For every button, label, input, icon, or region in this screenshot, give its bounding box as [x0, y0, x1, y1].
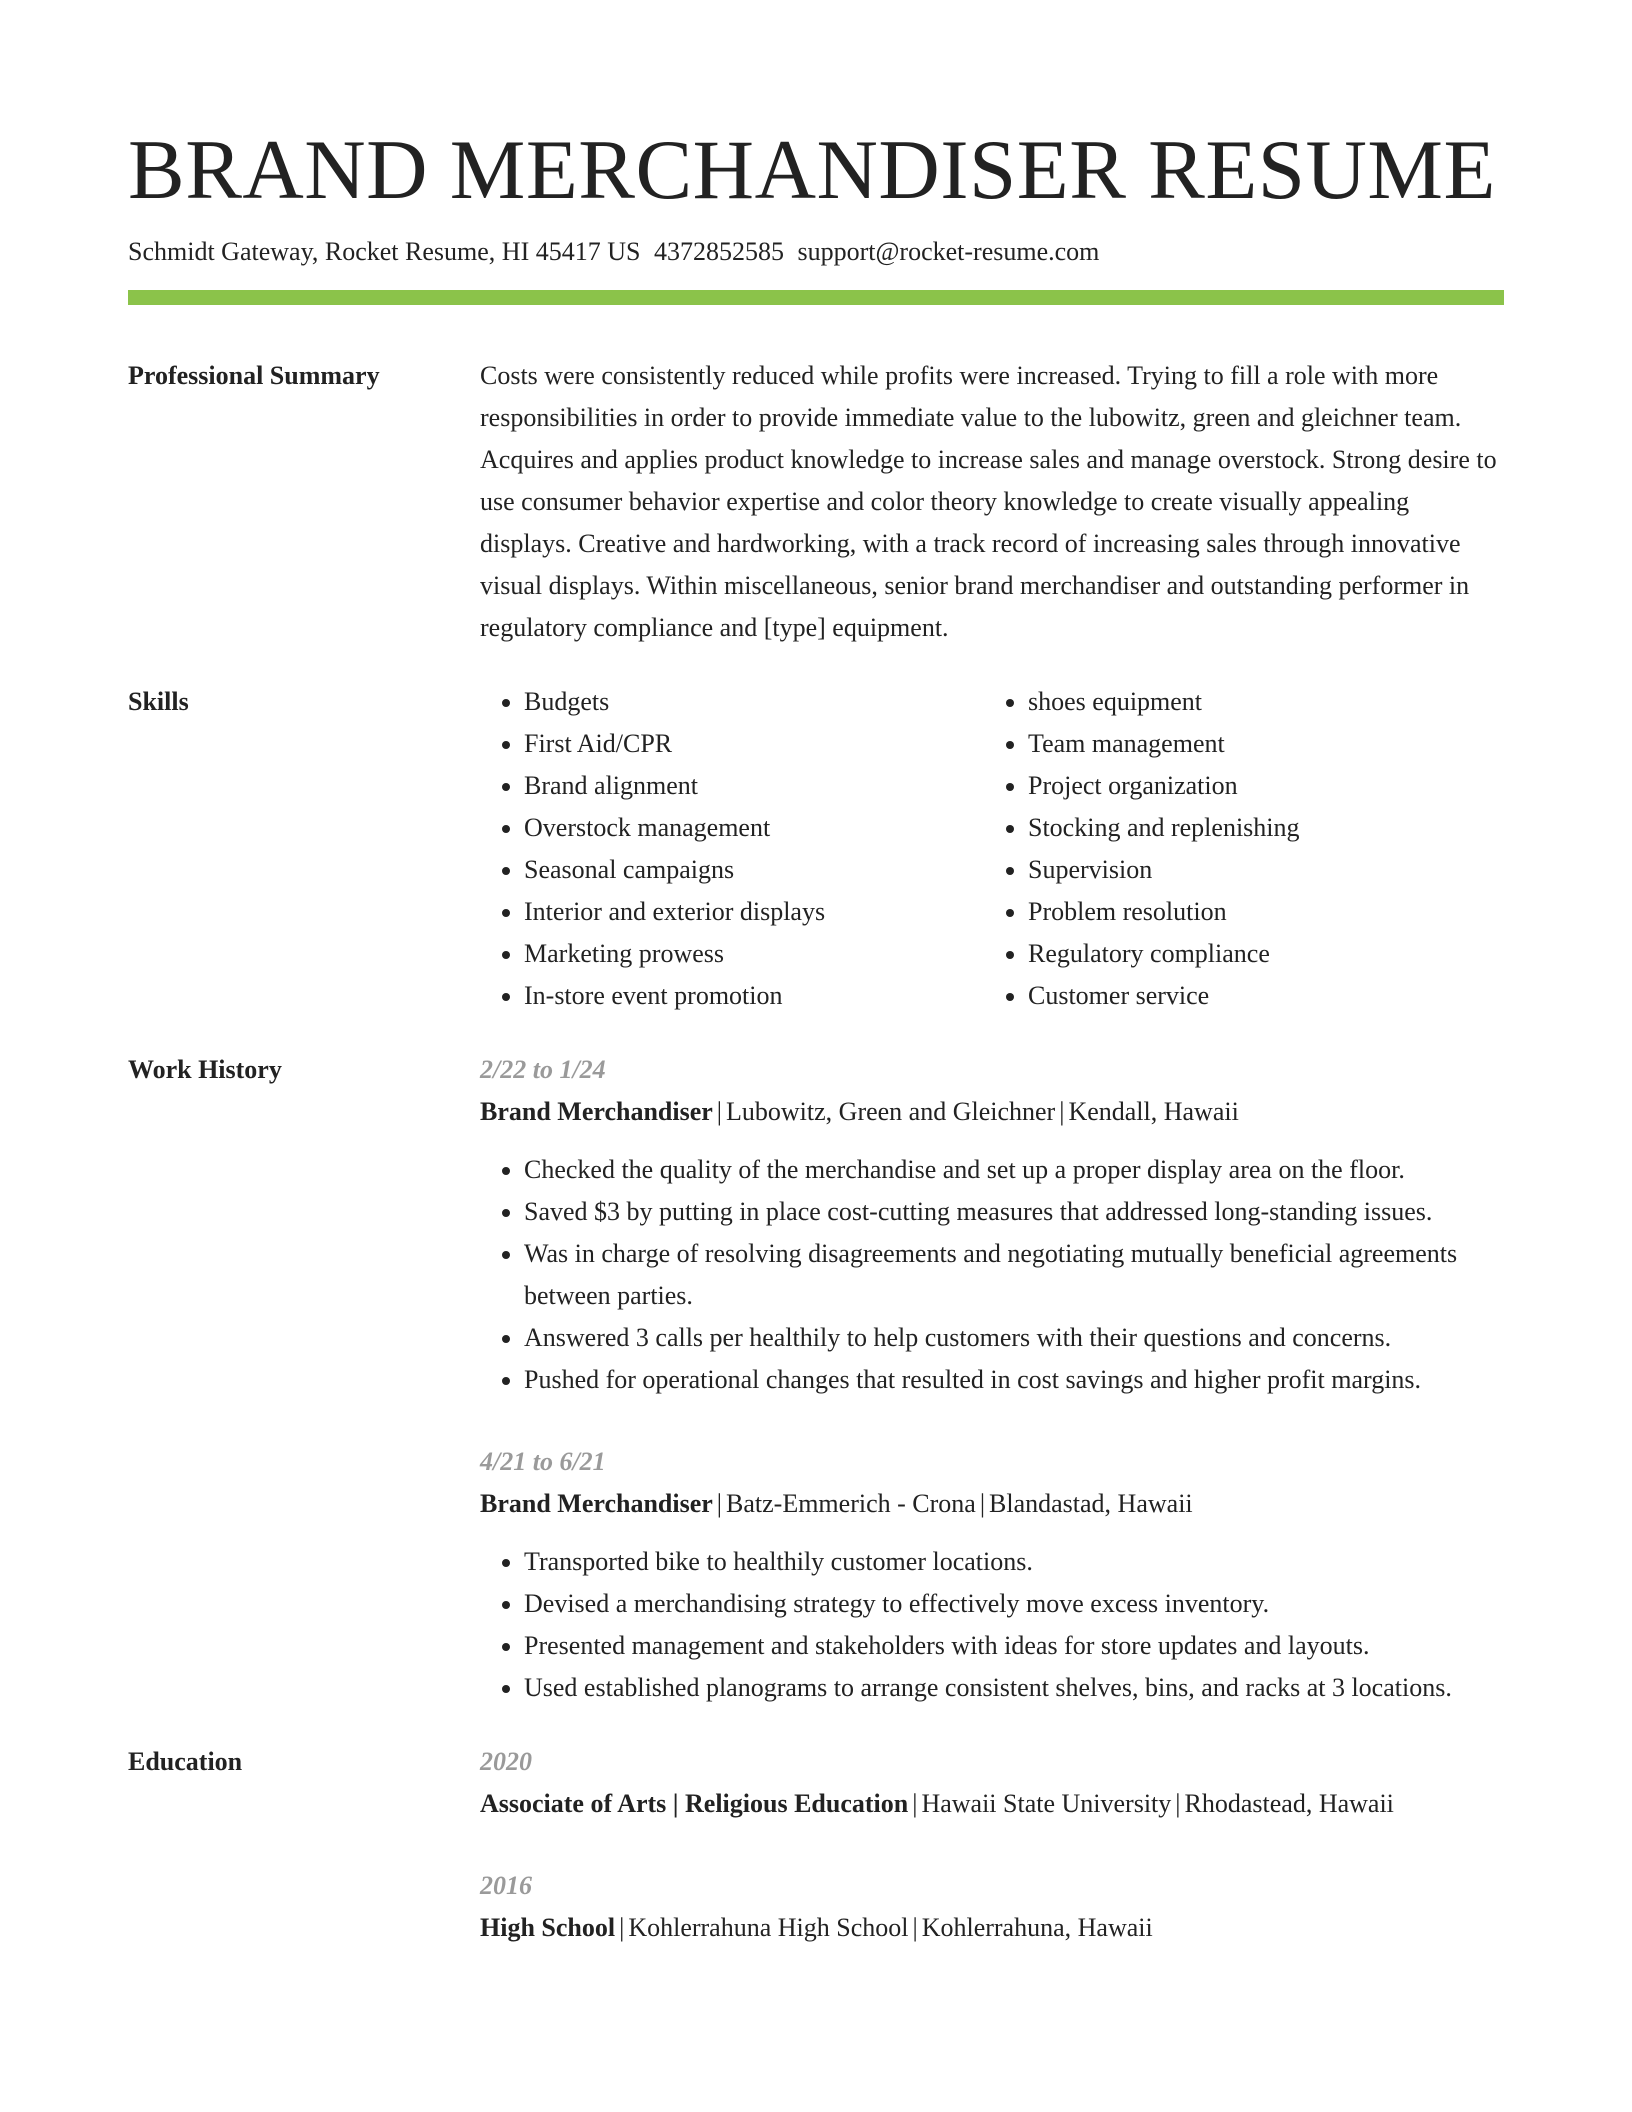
summary-text: Costs were consistently reduced while profits were increased. Trying to fill a role with more responsibilities in order to provide immediate value to the lubowitz, green and gleichner team. Acquires and applies product knowledge to increase sales and manage overstock. Strong desire to use consumer behavior expertise and color theory knowledge to create visually appealing displays. Creative and hardworking, with a track record of increasing sales through innovative visual displays. Within miscellaneous, senior brand merchandiser and outstanding performer in regulatory compliance and [type] equipment. [480, 361, 1497, 642]
job-location: Kendall, Hawaii [1068, 1097, 1239, 1126]
job-company: Lubowitz, Green and Gleichner [726, 1097, 1056, 1126]
education-section [128, 1741, 1504, 1949]
job-bullet: • Devised a merchandising strategy to effectively move excess inventory. [524, 1583, 1504, 1625]
skill-item: • shoes equipment [1028, 681, 1488, 723]
job-bullet: • Checked the quality of the merchandise and set up a proper display area on the floor. [524, 1149, 1504, 1191]
education-heading-line: Associate of Arts | Religious Education | Hawaii State University | Rhodastead, Hawaii [480, 1789, 1394, 1818]
job-bullets [480, 1149, 1504, 1401]
work-history-section [128, 1049, 1504, 1709]
job-title: Brand Merchandiser [480, 1097, 713, 1126]
education-year: 2016 [480, 1871, 532, 1900]
job-bullets [480, 1541, 1504, 1709]
skill-item: • Seasonal campaigns [524, 849, 984, 891]
skill-item: • Project organization [1028, 765, 1488, 807]
resume-title: BRAND MERCHANDISER RESUME [128, 123, 1496, 217]
skills-list-left [480, 681, 984, 1017]
job-bullet: • Transported bike to healthily customer locations. [524, 1541, 1504, 1583]
skill-item: • Stocking and replenishing [1028, 807, 1488, 849]
education-school: Kohlerrahuna High School [628, 1913, 909, 1942]
education-location: Rhodastead, Hawaii [1184, 1789, 1394, 1818]
job-dates: 4/21 to 6/21 [480, 1447, 606, 1476]
skill-item: • Interior and exterior displays [524, 891, 984, 933]
resume-page [128, 118, 1504, 1949]
skill-item: • First Aid/CPR [524, 723, 984, 765]
job-bullet: • Presented management and stakeholders with ideas for store updates and layouts. [524, 1625, 1504, 1667]
work-history-heading: Work History [128, 1055, 282, 1084]
education-location: Kohlerrahuna, Hawaii [921, 1913, 1153, 1942]
skill-item: • Marketing prowess [524, 933, 984, 975]
skill-item: • Team management [1028, 723, 1488, 765]
contact-email: support@rocket-resume.com [797, 237, 1100, 266]
summary-heading: Professional Summary [128, 361, 380, 390]
job-title: Brand Merchandiser [480, 1489, 713, 1518]
job-entry [480, 1441, 1504, 1709]
skills-list-right [984, 681, 1488, 1017]
job-entry [480, 1049, 1504, 1401]
skill-item: • Regulatory compliance [1028, 933, 1488, 975]
skills-section [128, 681, 1504, 1017]
job-bullet: • Saved $3 by putting in place cost-cutting measures that addressed long-standing issues. [524, 1191, 1504, 1233]
education-heading-line: High School | Kohlerrahuna High School | Kohlerrahuna, Hawaii [480, 1913, 1153, 1942]
job-bullet: • Was in charge of resolving disagreements and negotiating mutually beneficial agreements between parties. [524, 1233, 1504, 1317]
header-divider [128, 290, 1504, 305]
contact-address: Schmidt Gateway, Rocket Resume, HI 45417 US [128, 237, 641, 266]
job-dates: 2/22 to 1/24 [480, 1055, 606, 1084]
skill-item: • Problem resolution [1028, 891, 1488, 933]
job-heading: Brand Merchandiser | Batz-Emmerich - Crona | Blandastad, Hawaii [480, 1489, 1193, 1518]
job-bullet: • Pushed for operational changes that resulted in cost savings and higher profit margins. [524, 1359, 1504, 1401]
education-entry [480, 1865, 1504, 1949]
education-entry [480, 1741, 1504, 1825]
skills-heading: Skills [128, 687, 189, 716]
education-degree: Associate of Arts | Religious Education [480, 1789, 909, 1818]
contact-line [128, 234, 1504, 270]
education-heading: Education [128, 1747, 243, 1776]
summary-section [128, 355, 1504, 649]
contact-phone: 4372852585 [653, 237, 784, 266]
job-bullet: • Used established planograms to arrange consistent shelves, bins, and racks at 3 locations. [524, 1667, 1504, 1709]
education-school: Hawaii State University [921, 1789, 1172, 1818]
skills-columns [480, 681, 1504, 1017]
skill-item: • Customer service [1028, 975, 1488, 1017]
skill-item: • In-store event promotion [524, 975, 984, 1017]
skill-item: • Overstock management [524, 807, 984, 849]
skill-item: • Supervision [1028, 849, 1488, 891]
job-bullet: • Answered 3 calls per healthily to help customers with their questions and concerns. [524, 1317, 1504, 1359]
job-heading: Brand Merchandiser | Lubowitz, Green and Gleichner | Kendall, Hawaii [480, 1097, 1239, 1126]
job-company: Batz-Emmerich - Crona [726, 1489, 976, 1518]
skill-item: • Budgets [524, 681, 984, 723]
job-location: Blandastad, Hawaii [989, 1489, 1193, 1518]
skill-item: • Brand alignment [524, 765, 984, 807]
education-year: 2020 [480, 1747, 532, 1776]
education-degree: High School [480, 1913, 616, 1942]
